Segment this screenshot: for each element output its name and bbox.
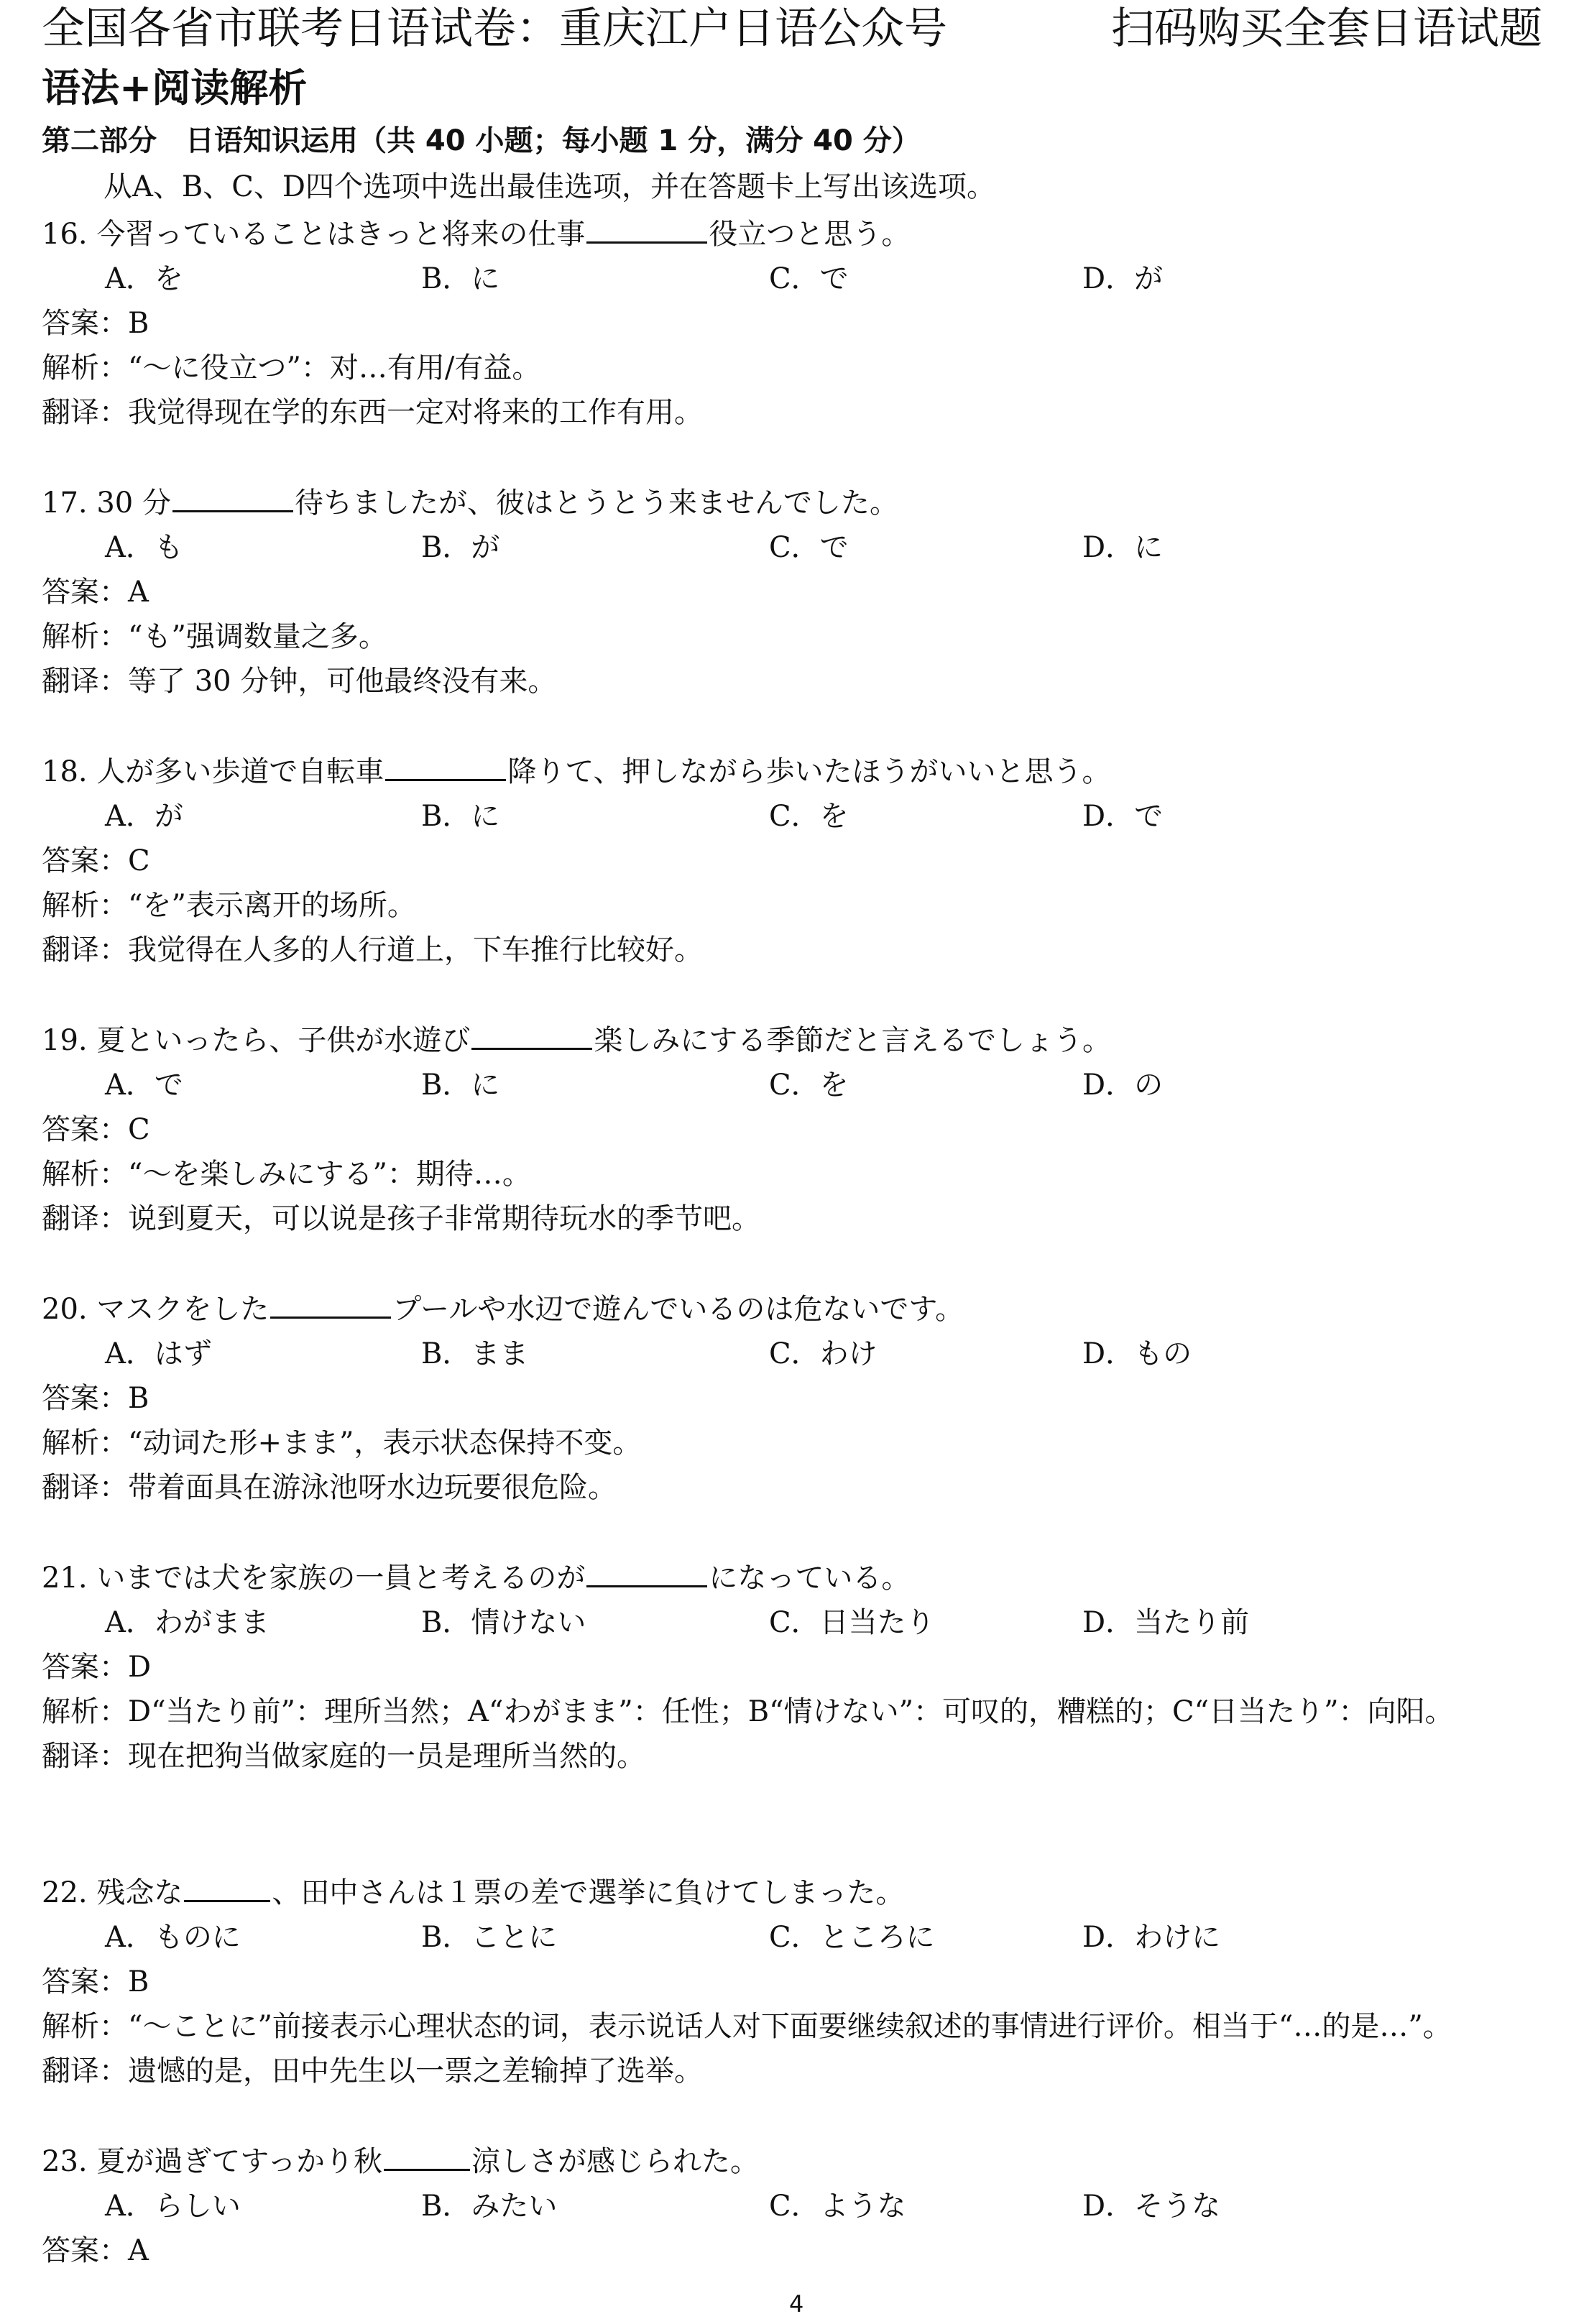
question-23	[42, 2137, 1558, 2273]
translation: 翻译：带着面具在游泳池呀水边玩要很危险。	[42, 1471, 617, 1504]
option-b: B．に	[421, 262, 500, 295]
option-a: A．を	[105, 262, 183, 295]
stem-pre: 人が多い歩道で自転車	[96, 755, 384, 788]
answer-blank	[384, 2137, 470, 2171]
question-18	[42, 747, 1558, 972]
header-left-text: 全国各省市联考日语试卷：重庆江户日语公众号	[42, 4, 947, 54]
stem-pre: マスクをした	[96, 1293, 270, 1326]
explanation: 解析：“～ことに”前接表示心理状态的词，表示说话人对下面要继续叙述的事情进行评价。相当于“…的是…”。	[42, 2010, 1452, 2043]
option-c: C．を	[769, 800, 849, 833]
option-a: A．ものに	[105, 1921, 241, 1954]
question-20	[42, 1285, 1558, 1510]
options-row	[42, 257, 1558, 301]
option-a: A．らしい	[105, 2190, 241, 2223]
options-row	[42, 1600, 1558, 1645]
option-b: B．情けない	[421, 1606, 586, 1639]
stem-post: プールや水辺で遊んでいるのは危ないです。	[392, 1293, 964, 1326]
options-row	[42, 1332, 1558, 1376]
options-row	[42, 1915, 1558, 1960]
translation: 翻译：说到夏天，可以说是孩子非常期待玩水的季节吧。	[42, 1202, 760, 1235]
stem-pre: 夏といったら、子供が水遊び	[96, 1024, 471, 1057]
stem-pre: 30 分	[96, 487, 171, 520]
question-stem	[42, 1285, 1558, 1332]
question-stem	[42, 479, 1558, 525]
option-a: A．はず	[105, 1337, 212, 1370]
option-c: C．ような	[769, 2190, 906, 2223]
translation: 翻译：我觉得现在学的东西一定对将来的工作有用。	[42, 396, 703, 429]
option-b: B．ことに	[421, 1921, 558, 1954]
options-row	[42, 794, 1558, 839]
page-header	[42, 0, 1558, 57]
question-21	[42, 1554, 1558, 1779]
question-number: 18.	[42, 755, 88, 788]
answer-blank	[471, 1016, 592, 1050]
answer-blank	[270, 1285, 391, 1319]
answer: 答案：D	[42, 1651, 152, 1684]
section-title: 语法+阅读解析	[42, 65, 308, 111]
question-16	[42, 210, 1558, 435]
instruction: 从A、B、C、D四个选项中选出最佳选项，并在答题卡上写出该选项。	[103, 170, 995, 203]
option-b: B．に	[421, 800, 500, 833]
option-b: B．に	[421, 1069, 500, 1102]
question-stem	[42, 1554, 1558, 1600]
option-a: A．で	[105, 1069, 183, 1102]
option-d: D．が	[1082, 262, 1164, 295]
stem-pre: いまでは犬を家族の一員と考えるのが	[96, 1562, 586, 1595]
answer-blank	[586, 210, 707, 244]
answer: 答案：A	[42, 2234, 149, 2267]
options-row	[42, 525, 1558, 570]
question-19	[42, 1016, 1558, 1241]
question-number: 20.	[42, 1293, 88, 1326]
answer-blank	[172, 479, 293, 512]
stem-post: 楽しみにする季節だと言えるでしょう。	[594, 1024, 1111, 1057]
stem-post: になっている。	[709, 1562, 911, 1595]
page-number: 4	[789, 2290, 804, 2318]
option-a: A．が	[105, 800, 183, 833]
stem-post: 降りて、押しながら歩いたほうがいいと思う。	[507, 755, 1111, 788]
stem-post: 涼しさが感じられた。	[471, 2145, 759, 2178]
stem-post: 待ちましたが、彼はとうとう来ませんでした。	[294, 487, 898, 520]
option-b: B．まま	[421, 1337, 529, 1370]
options-row	[42, 1063, 1558, 1107]
translation: 翻译：遗憾的是，田中先生以一票之差输掉了选举。	[42, 2055, 703, 2088]
translation: 翻译：等了 30 分钟，可他最终没有来。	[42, 665, 557, 698]
options-row	[42, 2184, 1558, 2228]
stem-post: 役立つと思う。	[709, 218, 911, 251]
answer-blank	[184, 1868, 270, 1902]
answer: 答案：C	[42, 844, 150, 877]
stem-post: 、田中さんは１票の差で選挙に負けてしまった。	[272, 1876, 905, 1909]
option-d: D．の	[1082, 1069, 1164, 1102]
answer: 答案：B	[42, 1965, 149, 1998]
option-d: D．当たり前	[1082, 1606, 1250, 1639]
option-d: D．わけに	[1082, 1921, 1221, 1954]
answer: 答案：A	[42, 576, 149, 609]
option-b: B．みたい	[421, 2190, 558, 2223]
question-number: 17.	[42, 487, 88, 520]
part-title: 第二部分 日语知识运用（共 40 小题；每小题 1 分，满分 40 分）	[42, 124, 921, 157]
option-c: C．わけ	[769, 1337, 878, 1370]
stem-pre: 残念な	[96, 1876, 183, 1909]
explanation: 解析：D“当たり前”：理所当然；A“わがまま”：任性；B“情けない”：可叹的，糟糕的；C“日当たり”：向阳。	[42, 1695, 1454, 1728]
option-d: D．で	[1082, 800, 1164, 833]
stem-pre: 今習っていることはきっと将来の仕事	[96, 218, 586, 251]
option-c: C．で	[769, 262, 849, 295]
question-stem	[42, 747, 1558, 794]
translation: 翻译：我觉得在人多的人行道上，下车推行比较好。	[42, 933, 703, 967]
question-stem	[42, 1016, 1558, 1063]
option-c: C．を	[769, 1069, 849, 1102]
option-b: B．が	[421, 531, 500, 564]
translation: 翻译：现在把狗当做家庭的一员是理所当然的。	[42, 1740, 645, 1773]
question-stem	[42, 210, 1558, 257]
question-stem	[42, 1868, 1558, 1915]
question-number: 21.	[42, 1562, 88, 1595]
stem-pre: 夏が過ぎてすっかり秋	[96, 2145, 382, 2178]
option-a: A．わがまま	[105, 1606, 270, 1639]
explanation: 解析：“动词た形+まま”，表示状态保持不变。	[42, 1426, 642, 1460]
option-c: C．ところに	[769, 1921, 935, 1954]
option-d: D．もの	[1082, 1337, 1192, 1370]
explanation: 解析：“も”强调数量之多。	[42, 620, 387, 653]
question-number: 22.	[42, 1876, 88, 1909]
option-a: A．も	[105, 531, 183, 564]
answer: 答案：B	[42, 1382, 149, 1415]
answer-blank	[586, 1554, 707, 1587]
question-number: 16.	[42, 218, 88, 251]
explanation: 解析：“～に役立つ”：对…有用/有益。	[42, 351, 541, 384]
answer: 答案：C	[42, 1113, 150, 1146]
explanation: 解析：“を”表示离开的场所。	[42, 889, 416, 922]
question-number: 19.	[42, 1024, 88, 1057]
option-c: C．日当たり	[769, 1606, 935, 1639]
option-d: D．に	[1082, 531, 1164, 564]
question-number: 23.	[42, 2145, 88, 2178]
option-d: D．そうな	[1082, 2190, 1221, 2223]
question-22	[42, 1868, 1558, 2093]
explanation: 解析：“～を楽しみにする”：期待…。	[42, 1158, 531, 1191]
header-right-text: 扫码购买全套日语试题	[1111, 4, 1542, 54]
question-17	[42, 479, 1558, 704]
answer-blank	[385, 747, 506, 781]
question-stem	[42, 2137, 1558, 2184]
answer: 答案：B	[42, 307, 149, 340]
option-c: C．で	[769, 531, 849, 564]
